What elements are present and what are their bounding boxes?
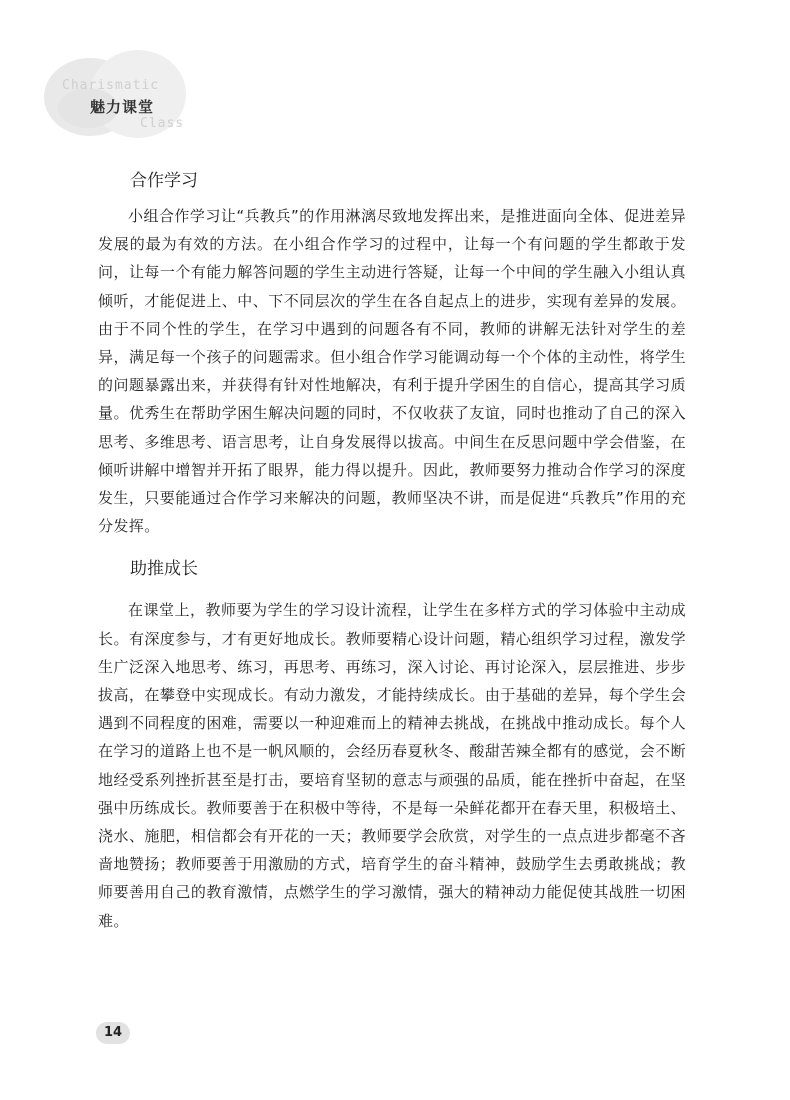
header-brand-english-bottom: Class — [140, 116, 185, 131]
running-header — [38, 38, 198, 148]
section-paragraph-cooperative-learning: 小组合作学习让“兵教兵”的作用淋漓尽致地发挥出来，是推进面向全体、促进差异发展的最为有效的方法。在小组合作学习的过程中，让每一个有问题的学生都敢于发问，让每一个有能力解答问题的学生主动进行答疑，让每一个中间的学生融入小组认真倾听，才能促进上、中、下不同层次的学生在各自起点上的进步，实现有差异的发展。由于不同个性的学生，在学习中遇到的问题各有不同，教师的讲解无法针对学生的差异，满足每一个孩子的问题需求。但小组合作学习能调动每一个个体的主动性，将学生的问题暴露出来，并获得有针对性地解决，有利于提升学困生的自信心，提高其学习质量。优秀生在帮助学困生解决问题的同时，不仅收获了友谊，同时也推动了自己的深入思考、多维思考、语言思考，让自身发展得以拔高。中间生在反思问题中学会借鉴，在倾听讲解中增智并开拓了眼界，能力得以提升。因此，教师要努力推动合作学习的深度发生，只要能通过合作学习来解决的问题，教师坚决不讲，而是促进“兵教兵”作用的充分发挥。 — [98, 207, 686, 536]
page-number-badge: 14 — [96, 1022, 130, 1044]
section-paragraph-boost-growth: 在课堂上，教师要为学生的学习设计流程，让学生在多样方式的学习体验中主动成长。有深度参与，才有更好地成长。教师要精心设计问题，精心组织学习过程，激发学生广泛深入地思考、练习，再思考、再练习，深入讨论、再讨论深入，层层推进、步步拔高，在攀登中实现成长。有动力激发，才能持续成长。由于基础的差异，每个学生会遇到不同程度的困难，需要以一种迎难而上的精神去挑战，在挑战中推动成长。每个人在学习的道路上也不是一帆风顺的，会经历春夏秋冬、酸甜苦辣全都有的感觉，会不断地经受系列挫折甚至是打击，要培育坚韧的意志与顽强的品质，能在挫折中奋起，在坚强中历练成长。教师要善于在积极中等待，不是每一朵鲜花都开在春天里，积极培土、浇水、施肥，相信都会有开花的一天；教师要学会欣赏，对学生的一点点进步都毫不吝啬地赞扬；教师要善于用激励的方式，培育学生的奋斗精神，鼓励学生去勇敢挑战；教师要善用自己的教育激情，点燃学生的学习激情，强大的精神动力能促使其战胜一切困难。 — [98, 601, 686, 930]
header-brand-chinese: 魅力课堂 — [90, 98, 155, 116]
section-heading-boost-growth: 助推成长 — [130, 559, 198, 580]
section-heading-cooperative-learning: 合作学习 — [130, 171, 198, 191]
header-brand-english-top: Charismatic — [62, 78, 160, 93]
page-body — [98, 164, 686, 935]
